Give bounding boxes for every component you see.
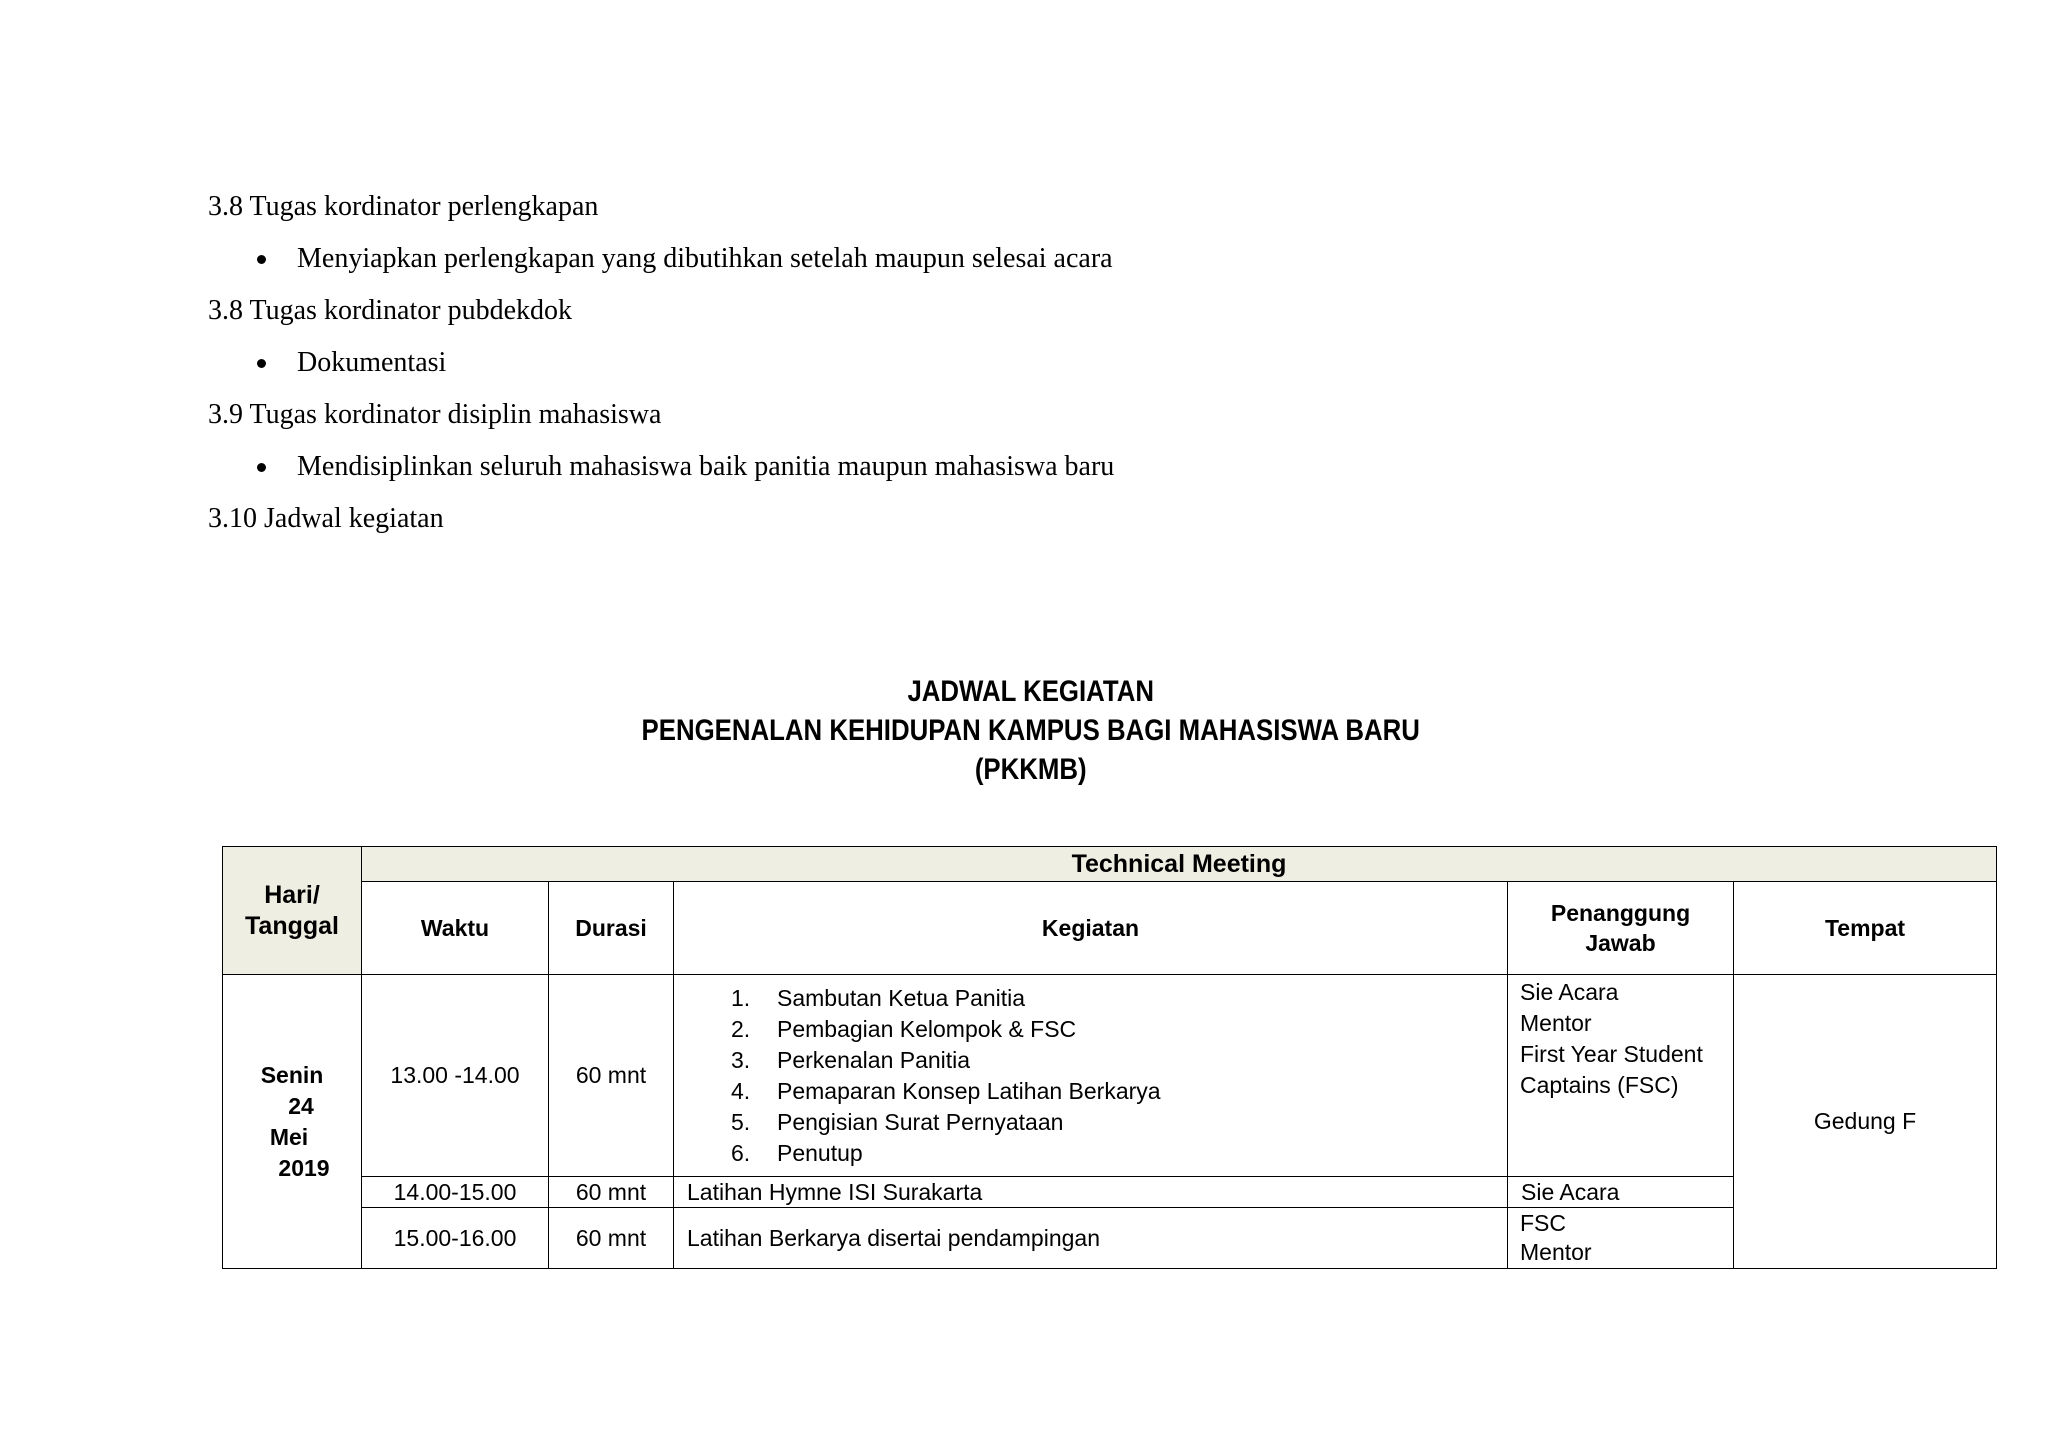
- penanggung-cell: FSC Mentor: [1508, 1208, 1734, 1269]
- durasi-cell: 60 mnt: [549, 1208, 674, 1269]
- bullet-item: Menyiapkan perlengkapan yang dibutihkan setelah maupun selesai acara: [208, 238, 1114, 290]
- table-row: [223, 975, 1997, 1177]
- header-technical-meeting: Technical Meeting: [362, 847, 1997, 882]
- list-item: 5. Pengisian Surat Pernyataan: [731, 1108, 1064, 1135]
- header-durasi: Durasi: [549, 882, 674, 975]
- section-heading: 3.8 Tugas kordinator pubdekdok: [208, 295, 572, 326]
- header-waktu: Waktu: [362, 882, 549, 975]
- penanggung-cell: Sie Acara Mentor First Year Student Captains (FSC): [1508, 975, 1734, 1177]
- title-line-1: JADWAL KEGIATAN: [907, 675, 1154, 708]
- durasi-cell: 60 mnt: [549, 1177, 674, 1208]
- penanggung-cell: Sie Acara: [1508, 1177, 1734, 1208]
- section-heading: 3.9 Tugas kordinator disiplin mahasiswa: [208, 399, 662, 430]
- list-item: 6. Penutup: [731, 1139, 863, 1166]
- section-bullets: [208, 238, 1114, 290]
- section-heading: 3.8 Tugas kordinator perlengkapan: [208, 191, 599, 222]
- kegiatan-cell: [674, 975, 1508, 1177]
- day-cell: Senin 24 Mei 2019: [223, 975, 362, 1269]
- schedule-table: [222, 846, 1997, 1269]
- tempat-cell: Gedung F: [1734, 975, 1997, 1269]
- header-penanggung-jawab: Penanggung Jawab: [1508, 882, 1734, 975]
- kegiatan-cell: Latihan Berkarya disertai pendampingan: [674, 1208, 1508, 1269]
- section-bullets: [208, 446, 1114, 498]
- bullet-icon: [257, 359, 266, 368]
- header-hari-tanggal: Hari/ Tanggal: [223, 847, 362, 975]
- durasi-cell: 60 mnt: [549, 975, 674, 1177]
- section-bullets: [208, 342, 1114, 394]
- list-item: 3. Perkenalan Panitia: [731, 1046, 971, 1073]
- table-row: [223, 1177, 1997, 1208]
- waktu-cell: 15.00-16.00: [362, 1208, 549, 1269]
- bullet-item: Mendisiplinkan seluruh mahasiswa baik panitia maupun mahasiswa baru: [208, 446, 1114, 498]
- list-item: 2. Pembagian Kelompok & FSC: [731, 1015, 1077, 1042]
- header-kegiatan: Kegiatan: [674, 882, 1508, 975]
- kegiatan-cell: Latihan Hymne ISI Surakarta: [674, 1177, 1508, 1208]
- table-row: [223, 1208, 1997, 1269]
- waktu-cell: 13.00 -14.00: [362, 975, 549, 1177]
- header-tempat: Tempat: [1734, 882, 1997, 975]
- section-heading: 3.10 Jadwal kegiatan: [208, 503, 444, 534]
- title-line-3: (PKKMB): [974, 753, 1087, 786]
- activity-list: [674, 979, 1507, 1173]
- title-line-2: PENGENALAN KEHIDUPAN KAMPUS BAGI MAHASISWA BARU: [641, 714, 1420, 747]
- list-item: 4. Pemaparan Konsep Latihan Berkarya: [731, 1077, 1161, 1104]
- section-list: [208, 186, 1114, 550]
- waktu-cell: 14.00-15.00: [362, 1177, 549, 1208]
- bullet-icon: [257, 463, 266, 472]
- bullet-icon: [257, 255, 266, 264]
- schedule-title: [150, 672, 1911, 789]
- bullet-item: Dokumentasi: [208, 342, 1114, 394]
- list-item: 1. Sambutan Ketua Panitia: [731, 984, 1026, 1011]
